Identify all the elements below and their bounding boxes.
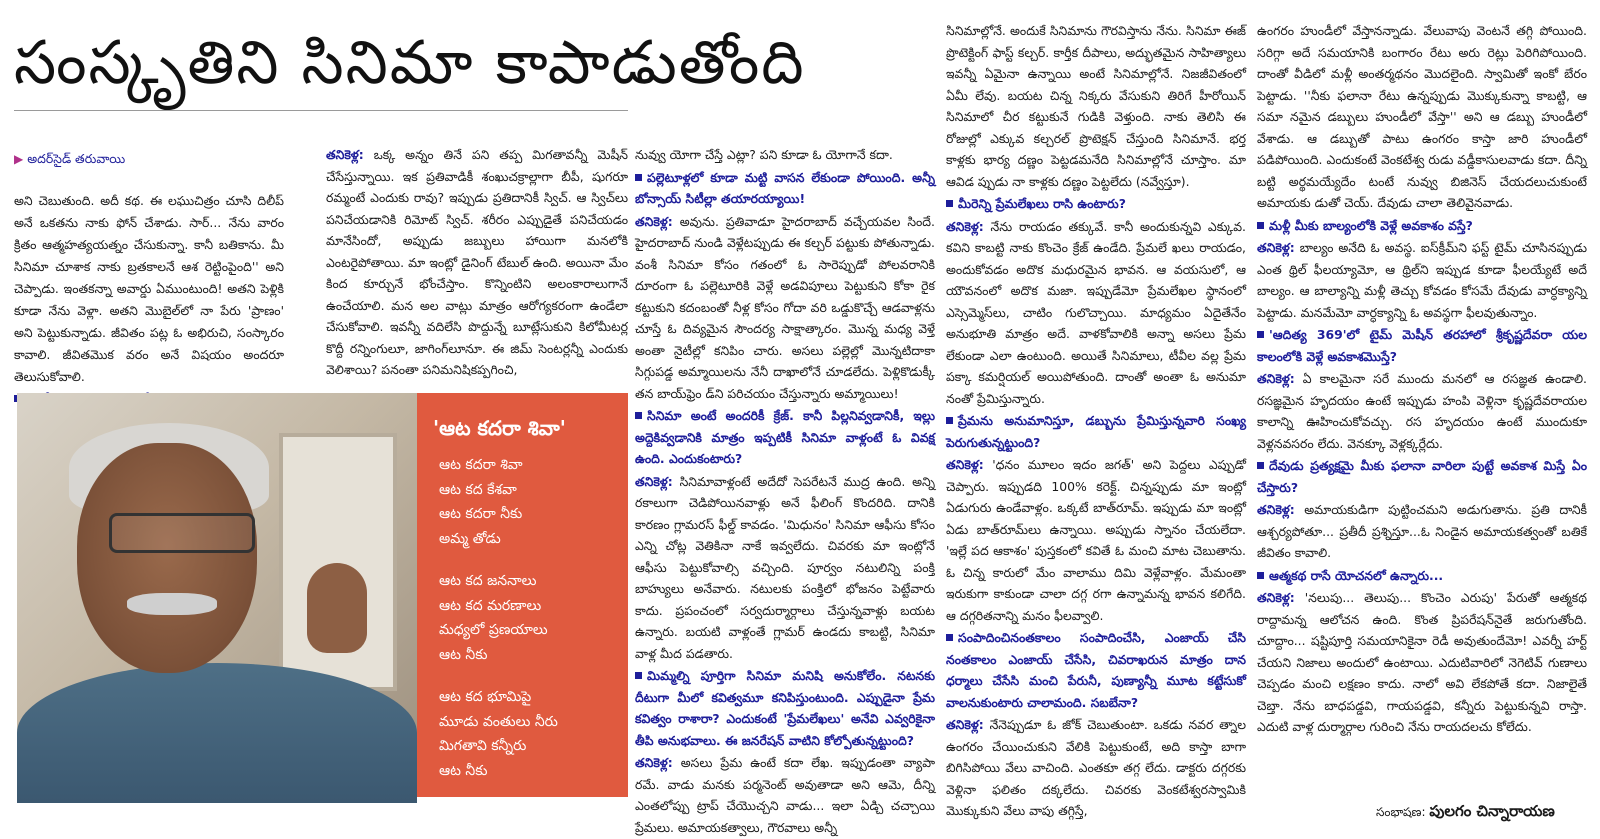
speaker-label: తనికెళ్ల: bbox=[635, 473, 673, 489]
answer-text: అసలు ప్రేమ ఉంటే కదా లేఖ. ఇప్పుడంతా వ్యాపా రమే. వాడు మనకు పర్మనెంట్‌ అవుతాడా అని ఆమె, దీన్ని ఎంతలోప్పు ట్రాప్‌ చేయొచ్చని వాడు... ఇలా ఏడ్చి చచ్చాయి ప్రేమలు. అమాయకత్వాలు, గౌరవాలు అన్నీ bbox=[635, 755, 935, 835]
answer-paragraph bbox=[1257, 587, 1587, 738]
speaker-label: తనికెళ్ల: bbox=[946, 218, 984, 234]
poem-line: ఆట కద మరణాలు bbox=[439, 597, 542, 614]
question: సంపాదించినంతకాలం సంపాదించేసి, ఎంజాయ్‌ చేసి నంతకాలం ఎంజాయ్‌ చేసేసి, చివరాఖరున మాత్రం దాన ధర్మాలు చేసేసి మంచి పేరునీ, పుణ్యాన్నీ మూట కట్టేసుకో వాలనుకుంటారు చాలామంది. సబబేనా? bbox=[946, 627, 1246, 713]
column-3 bbox=[635, 144, 935, 835]
question: దేవుడు ప్రత్యక్షమై మీకు ఫలానా వారిలా పుట్టే అవకాశ మిస్తే ఏం చేస్తారు? bbox=[1257, 455, 1587, 498]
poem-stanza-1 bbox=[417, 453, 628, 551]
answer-paragraph bbox=[635, 471, 935, 665]
speaker-label: తనికెళ్ల: bbox=[1257, 502, 1295, 517]
question: మిమ్మల్ని పూర్తిగా సినిమా మనిషి అనుకోలేం. నటనకు దీటుగా మీలో కవిత్వమూ కనిపిస్తుంటుంది. ఎప్పుడైనా ప్రేమ కవిత్వం రాశారా? ఎందుకంటే 'ప్రేమలేఖలు' అనేవి ఎవ్వరికైనా తీపి అనుభవాలు. ఈ జనరేషన్‌ వాటిని కోల్పోతున్నట్టుంది? bbox=[635, 665, 935, 751]
continuation-label-text: అదర్‌సైడ్‌ తరువాయి bbox=[27, 151, 126, 166]
answer-paragraph bbox=[946, 454, 1246, 626]
answer-paragraph bbox=[326, 144, 628, 381]
poem-line: ఆట కద కేశవా bbox=[439, 481, 517, 498]
answer-paragraph bbox=[946, 216, 1246, 410]
question: 'ఆదిత్య 369'లో టైమ్‌ మెషీన్‌ తరహాలో శ్రీకృష్ణదేవరా యల కాలంలోకి వెళ్లే అవకాశమొస్తే? bbox=[1257, 324, 1587, 367]
intro-column bbox=[14, 148, 284, 410]
answer-paragraph bbox=[1257, 499, 1587, 564]
poem-line: అమ్మ తోడు bbox=[439, 530, 501, 547]
eyeglasses bbox=[109, 513, 255, 553]
answer-text: సినిమావాళ్లంటే అదేదో సెపరేటనే ముద్ర ఉంది. అన్ని రకాలుగా చెడిపోయినవాళ్లు అనే ఫీలింగ్‌ కొందరిది. దానికి కారణం గ్లామరస్‌ ఫీల్డ్‌ కావడం. 'మిధునం' సినిమా ఆఫీసు కోసం ఎన్ని చోట్ల వెతికినా నాకే ఇవ్వలేదు. చివరకు మా ఇంట్లోనే ఆఫీసు పెట్టుకోవాల్సి వచ్చింది. పూర్వం నటులిన్ని పంక్తి బాహ్యులు అనేవారు. నటులకు పంక్తిలో భోజనం పెట్టేవారు కాదు. ప్రపంచంలో సర్వదుర్మార్గాలు చేస్తున్నవాళ్లు బయట ఉన్నారు. బయటి వాళ్లంతే గ్లామర్‌ ఉండదు కాబట్టి, సినిమా వాళ్ల మీద పడతారు. bbox=[635, 473, 935, 661]
speaker-label: తనికెళ్ల: bbox=[1257, 240, 1295, 255]
column-4 bbox=[946, 20, 1246, 824]
answer-paragraph bbox=[1257, 237, 1587, 323]
person-face bbox=[77, 443, 257, 673]
answer-text: నువ్వు యోగా చేస్తే ఎట్లా? పని కూడా ఓ యోగానే కదా. bbox=[635, 147, 893, 162]
answer-text: నేను రాయడం తక్కువే. కానీ అందుకున్నవి ఎక్కువ. కవిని కాబట్టి నాకు కొంచెం క్రేజ్‌ ఉండేది. ప్రేమలే ఖలు రాయడం, అందుకోవడం అదొక మధురమైన భావన. ఆ వయసులో, ఆ యౌవనంలో అదొక మజా. ఇప్పుడేమో ప్రేమలేఖల స్థానంలో ఎస్సెమ్మెస్‌లు, చాటిం గులొచ్చాయి. మాధ్యమం ఏదైతేనేం అనుభూతి మాత్రం అదే. వాళకోవాలికి అన్నా అసలు ప్రేమ లేకుండా ఎలా ఉంటుంది. అయితే సినిమాలు, టీవీల వల్ల ప్రేమ పక్కా కమర్షియల్‌ అయిపోతుంది. దాంతో అంతా ఓ అనుమా నంతో ప్రేమిస్తున్నారు. bbox=[946, 218, 1246, 406]
column-5 bbox=[1257, 20, 1587, 792]
answer-text: అవును. ప్రతివాడూ హైదరాబాద్‌ వచ్చేయవల సిందే. హైదరాబాద్‌ నుండి వెళ్లేటప్పుడు ఈ కల్చర్‌ పట్టుకు పోతున్నాడు. వంశీ సినిమా కోసం గతంలో ఓ సారెప్పుడో పోలవరానికి దూరంగా ఓ పల్లెటూరికి వెళ్లే అడవిపూలు పెట్టుకుని కోకా రైక కట్టుకుని కదంబంతో నీళ్ల కోసం గోదా వరి ఒడ్డుకొచ్చే ఆడవాళ్లను చూస్తే ఓ దివ్యమైన సౌందర్య సాక్షాత్కారం. మొన్న మధ్య వెళ్తే అంతా నైటీల్లో కనిపిం చారు. అసలు పల్లెల్లో మొన్నటిదాకా సిగ్గుపడ్డ అమ్మాయిలను నేనీ దాఖాలోనే చూడలేదు. పెళ్లికొడుక్కీ తన బాయ్‌ఫ్రెం డ్‌ని పరిచయం చేస్తున్నారు అమ్మాయిలు! bbox=[635, 213, 935, 401]
arrow-icon: ▶ bbox=[14, 152, 24, 166]
poem-line: మధ్యలో ప్రణయాలు bbox=[439, 622, 548, 638]
headline: సంస్కృతిని సినిమా కాపాడుతోంది bbox=[14, 28, 806, 98]
answer-paragraph bbox=[1257, 368, 1587, 454]
answer-paragraph bbox=[946, 714, 1246, 822]
intro-paragraph: అని చెబుతుంది. అదీ కథ. ఈ లఘుచిత్రం చూసి దిలీప్‌ అనే ఒకతను నాకు ఫోన్‌ చేశాడు. సార్‌... నేను వారం క్రితం ఆత్మహత్యయత్నం చేసుకున్నా. కానీ బతికాను. మీ సినిమా చూశాక నాకు బ్రతకాలనే ఆశ రెట్టింపైంది'' అని చెప్పాడు. ఇంతకన్నా అవార్డు ఏముంటుంది! అతని పెళ్లికి కూడా నేను వెళ్లా. అతని మొబైల్‌లో నా పేరు 'ప్రాణం' అని పెట్టుకున్నాడు. జీవితం పట్ల ఓ అభిరుచి, సంస్కారం కావాలి. జీవితమొక వరం అనే విషయం అందరూ తెలుసుకోవాలి. bbox=[14, 193, 284, 384]
headline-rule bbox=[14, 110, 628, 111]
answer-text: ఏ కాలమైనా సరే ముందు మనలో ఆ రసజ్ఞత ఉండాలి. రసజ్ఞమైన హృదయం ఉంటే ఇప్పుడు హంపి వెళ్లినా కృష్ణదేవరాయల కాలాన్ని ఊహించుకోవచ్చు. రస హృదయం ఉంటే ముందుకూ వెళ్లనవసరం లేదు. వెనక్కూ వెళ్లక్కర్లేదు. bbox=[1257, 371, 1587, 451]
poem-line: ఆట కద భూమిపై bbox=[439, 689, 532, 705]
answer-text: బాల్యం అనేది ఓ అవస్థ. ఐస్‌క్రీమ్‌ని ఫస్ట్‌ టైమ్‌ చూసినప్పుడు ఎంత థ్రిల్‌ ఫీలయ్యామో, ఆ థ్రిల్‌ని ఇప్పుడ కూడా ఫీలయ్యేటే అదే బాల్యం. ఆ బాల్యాన్ని మళ్లీ తెచ్చు కోవడం కోసమే దేవుడు వార్ధక్యాన్ని పెట్టాడు. మనమేమో వార్ధక్యాన్ని ఓ అవస్థగా ఫీలవుతున్నాం. bbox=[1257, 240, 1587, 320]
poem-stanza-2 bbox=[417, 569, 628, 667]
poem-line: ఆట కద జననాలు bbox=[439, 573, 537, 589]
question: పల్లెటూళ్లలో కూడా మట్టి వాసన లేకుండా పోయింది. అన్నీ బోన్సాయ్‌ సిటీల్లా తయారయ్యాయి! bbox=[635, 167, 935, 210]
answer-paragraph bbox=[635, 211, 935, 405]
portrait-photo bbox=[17, 393, 417, 797]
poem-line: ఆట నీకు bbox=[439, 646, 488, 663]
poem-line: ఆట నీకు bbox=[439, 762, 488, 779]
poem-box bbox=[417, 393, 628, 797]
speaker-label: తనికెళ్ల: bbox=[635, 755, 673, 770]
poem-title: 'ఆట కదరా శివా' bbox=[433, 416, 566, 440]
poem-line: ఆట కదరా శివా bbox=[439, 457, 523, 473]
poem-line: మూడు వంతులు నీరు bbox=[439, 713, 558, 730]
question: మీరెన్ని ప్రేమలేఖలు రాసి ఉంటారు? bbox=[946, 193, 1246, 215]
column-2 bbox=[326, 144, 628, 384]
poem-line: మిగతావి కన్నీరు bbox=[439, 738, 527, 754]
question: ఆత్మకథ రాసే యోచనలో ఉన్నారు... bbox=[1257, 565, 1587, 587]
poem-stanza-3 bbox=[417, 685, 628, 783]
answer-text: అమాయకుడిగా పుట్టించమని అడుగుతాను. ప్రతి దానికీ ఆశ్చర్యపోతూ... ప్రతీదీ ప్రశ్నిస్తూ...ఓ నిండైన అమాయకత్వంతో బతికే జీవితం కావాలి. bbox=[1257, 502, 1587, 560]
speaker-label: తనికెళ్ల: bbox=[635, 213, 673, 229]
newspaper-page bbox=[8, 6, 1592, 835]
question: ప్రేమను అనుమానిస్తూ, డబ్బును ప్రేమిస్తున్నవారి సంఖ్య పెరుగుతున్నట్టుంది? bbox=[946, 410, 1246, 453]
answer-text: 'నలుపు... తెలుపు... కొంచెం ఎరుపు' పేరుతో ఆత్మకథ రాద్దామన్న ఆలోచన ఉంది. కొంత ప్రిపరేషన్‌నైతే జరుగుతోంది. చూద్దాం... షష్టిపూర్తి సమయానికైనా రెడీ అవుతుందేమో! ఎవర్నీ హర్ట్‌ చేయని నిజాలు అందులో ఉంటాయి. ఎదుటివారిలో నెగెటివ్‌ గుణాలు చెప్పడం మంచి లక్షణం కాదు. నాలో అవి లేకపోతే కదా. నిజాలైతే చెబ్తా. నేను బాధపడ్డవి, గాయపడ్డవి, కన్నీరు పెట్టుకున్నవి రాస్తా. ఎదుటి వాళ్ల దుర్మార్గాల గురించి నేను రాయదలచు కోలేదు. bbox=[1257, 590, 1587, 734]
speaker-label: తనికెళ్ల: bbox=[946, 457, 984, 472]
mustache bbox=[127, 593, 217, 615]
speaker-label: తనికెళ్ల: bbox=[1257, 590, 1295, 605]
answer-text: ఒక్క అన్నం తినే పని తప్ప మిగతావన్నీ మెషీన్‌ చేసేస్తున్నాయి. ఇక ప్రతివాడికీ శంఖుచక్రాల్లాగా బీపీ, షుగరూ రమ్మంటే ఎందుకు రావు? ఇప్పుడు ప్రతిదానికీ స్విచ్‌. ఆ స్విచ్‌లు పనిచేయడానికి రిమోట్‌ స్విచ్‌. శరీరం ఎప్పుడైతే పనిచేయడం మానేసిందో, అప్పుడు జబ్బులు హాయిగా మనలోకి ఎంటరైపోతాయి. మా ఇంట్లో డైనింగ్‌ టేబుల్‌ ఉంది. అయినా మేం కింద కూర్చునే భోంచేస్తాం. కొన్నింటిని అలంకారాలుగానే ఉంచేయాలి. మన అల వాట్లు మాత్రం ఆరోగ్యకరంగా ఉండేలా చేసుకోవాలి. ఇవన్నీ వదిలేసి పొద్దున్నే బూట్లేసుకుని కిలోమీటర్ల కొద్దీ రన్నింగులూ, జాగింగ్‌లూనూ. ఈ జిమ్‌ సెంటర్లన్నీ ఎందుకు వెలిశాయి? పనంతా పనిమనిషికప్పగించి, bbox=[326, 147, 628, 377]
credit-label: సంభాషణ: bbox=[1376, 805, 1426, 819]
answer-text: 'ధనం మూలం ఇదం జగత్‌' అని పెద్దలు ఎప్పుడో చెప్పారు. ఇప్పుడది 100% కరెక్ట్‌. చిన్నప్పుడు మా ఇంట్లో ఏడుగురు ఉండేవాళ్లం. ఒక్కటే బాత్‌రూమ్‌. ఇప్పుడు మా ఇంట్లో ఏడు బాత్‌రూమ్‌లు ఉన్నాయి. అప్పుడు స్నానం చేయలేదా. 'ఇల్లే పద ఆకాశం' పుస్తకంలో కవితే ఓ మంచి మాట చెబుతాను. ఓ చిన్న కారులో మేం వాలాము దిమి వెళ్లేవాళ్లం. మేమంతా ఇరుకుగా కాకుండా చాలా దగ్గ రగా ఉన్నామన్న భావన కలిగేది. ఆ దగ్గరితనాన్ని మనం ఫీలవ్వాలి. bbox=[946, 457, 1246, 623]
gesturing-hand bbox=[307, 563, 367, 653]
continuation-label bbox=[14, 148, 284, 170]
speaker-label: తనికెళ్ల: bbox=[1257, 371, 1295, 386]
answer-text: సినిమాల్లోనే. అందుకే సినిమాను గౌరవిస్తాను నేను. సినిమా ఈజ్‌ ప్రొటెక్టింగ్‌ ఫాస్ట్‌ కల్చర్‌. కార్తీక దీపాలు, అద్భుతమైన సాహిత్యాలు ఇవన్నీ ఏమైనా ఉన్నాయి అంటే సినిమాల్లోనే. నిజజీవితంలో ఏమీ లేవు. బయట చిన్న నిక్కరు వేసుకుని తిరిగే హీరోయిన్‌ సినిమాలో చీర కట్టుకునే గుడికి వెళ్తుంది. నాకు తెలిసి ఈ రోజుల్లో ఎక్కువ కల్చరల్‌ ప్రొటెక్షన్‌ చేస్తుంది సినిమానే. భర్త కాళ్లకు భార్య దణ్ణం పెట్టడమనేది సినిమాల్లోనే చూస్తాం. మా ఆవిడ ప్పుడు నా కాళ్లకు దణ్ణం పెట్టలేదు (నవ్వేస్తూ). bbox=[946, 23, 1246, 189]
question: సినిమా అంటే అందరికీ క్రేజ్‌. కానీ పిల్లనివ్వడానికీ, ఇల్లు అద్దెకివ్వడానికి మాత్రం ఇప్పటికీ సినిమా వాళ్లంటే ఓ వివక్ష ఉంది. ఎందుకంటారు? bbox=[635, 405, 935, 470]
speaker-label: తనికెళ్ల: bbox=[946, 717, 984, 732]
credit-name: పులగం చిన్నారాయణ bbox=[1429, 802, 1555, 820]
question: మళ్లీ మీకు బాల్యంలోకి వెళ్లే అవకాశం వస్తే? bbox=[1257, 215, 1587, 237]
person-shirt bbox=[17, 663, 417, 803]
speaker-label: తనికెళ్ల: bbox=[326, 147, 364, 162]
answer-text: ఉంగరం హుండీలో వేస్తానన్నాడు. వేలువాపు వెంటనే తగ్గి పోయింది. సరిగ్గా అదే సమయానికి బంగారం రేటు అరు రెట్లు పెరిగిపోయింది. దాంతో వీడిలో మళ్లీ అంతర్మథనం మొదలైంది. స్వామితో ఇంకో బేరం పెట్టాడు. ''నీకు ఫలానా రేటు ఉన్నప్పుడు మొక్కుకున్నా కాబట్టి, ఆ సమా నమైన డబ్బులు హుండీలో వేస్తా'' అని ఆ డబ్బు హుండీలో వేశాడు. ఆ డబ్బుతో పాటు ఉంగరం కాస్తా జారి హుండీలో పడిపోయింది. ఎందుకంటే వెంకటేశ్వ రుడు వడ్డీకాసులవాడు కదా. దీన్ని బట్టి అర్థమయ్యేదేం టంటే నువ్వు బిజినెస్‌ చేయదలుచుకుంటే అమాయకు డుతో చెయ్‌. దేవుడు చాలా తెలివైనవాడు. bbox=[1257, 23, 1587, 210]
answer-text: నేనెప్పుడూ ఓ జోక్‌ చెబుతుంటా. ఒకడు నవర త్నాల ఉంగరం చేయించుకుని వేలికి పెట్టుకుంటే, అది కాస్తా బాగా బిగిసిపోయి వేలు వాచింది. ఎంతకూ తగ్గ లేదు. డాక్టరు దగ్గరకు వెళ్లినా ఫలితం దక్కలేదు. చివరకు వెంకటేశ్వరస్వామికి మొక్కుకుని వేలు వాపు తగ్గిస్తే, bbox=[946, 717, 1246, 818]
answer-paragraph bbox=[635, 752, 935, 838]
poem-line: ఆట కదరా నీకు bbox=[439, 506, 523, 522]
byline-credit bbox=[1376, 800, 1588, 822]
